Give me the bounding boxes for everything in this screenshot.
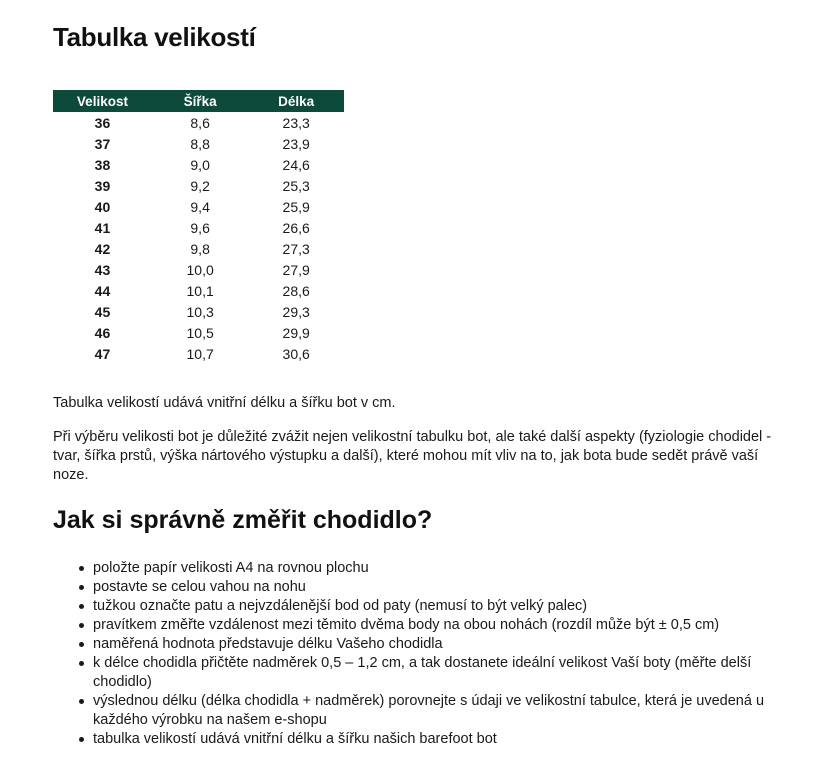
table-row (54, 343, 344, 364)
table-row (54, 112, 344, 134)
size-cell: 37 (94, 135, 111, 152)
length-cell: 30,6 (282, 345, 310, 362)
size-cell: 46 (94, 324, 111, 341)
table-row (54, 217, 344, 238)
header-width: Šířka (151, 91, 248, 112)
table-row (54, 196, 344, 217)
table-row (54, 238, 344, 259)
length-cell: 29,9 (282, 324, 310, 341)
width-cell: 9,2 (190, 177, 210, 194)
size-table-header (54, 91, 344, 112)
list-item: k délce chodidla přičtěte nadměrek 0,5 – 1,2 cm, a tak dostanete ideální velikost Vaší boty (měřte delší chodidlo) (93, 654, 793, 692)
table-row (54, 301, 344, 322)
intro-paragraph: Tabulka velikostí udává vnitřní délku a šířku bot v cm. (53, 395, 396, 411)
size-cell: 41 (94, 219, 111, 236)
list-item: položte papír velikosti A4 na rovnou plochu (93, 559, 793, 578)
length-cell: 27,9 (282, 261, 310, 278)
length-cell: 25,9 (282, 198, 310, 215)
size-cell: 39 (94, 177, 111, 194)
table-row (54, 259, 344, 280)
table-row (54, 280, 344, 301)
width-cell: 9,8 (190, 240, 210, 257)
list-item: tabulka velikostí udává vnitřní délku a šířku našich barefoot bot (93, 730, 793, 749)
width-cell: 10,3 (186, 303, 214, 320)
measure-heading: Jak si správně změřit chodidlo? (53, 506, 433, 534)
size-cell: 40 (94, 198, 111, 215)
header-size: Velikost (54, 91, 152, 112)
width-cell: 9,4 (190, 198, 210, 215)
list-item: tužkou označte patu a nejvzdálenější bod od paty (nemusí to být velký palec) (93, 597, 793, 616)
measure-steps-list (53, 559, 793, 749)
page-title: Tabulka velikostí (53, 22, 256, 52)
size-cell: 38 (94, 156, 111, 173)
width-cell: 10,1 (186, 282, 214, 299)
width-cell: 9,6 (190, 219, 210, 236)
length-cell: 29,3 (282, 303, 310, 320)
table-row (54, 154, 344, 175)
size-cell: 45 (94, 303, 111, 320)
size-cell: 42 (94, 240, 111, 257)
list-item: postavte se celou vahou na nohu (93, 578, 793, 597)
list-item: výslednou délku (délka chodidla + nadměrek) porovnejte s údaji ve velikostní tabulce, která je uvedená u každého výrobku na našem e-shopu (93, 692, 793, 730)
length-cell: 27,3 (282, 240, 310, 257)
table-row (54, 175, 344, 196)
advice-paragraph: Při výběru velikosti bot je důležité zvážit nejen velikostní tabulku bot, ale také další aspekty (fyziologie chodidel - tvar, šířka prstů, výška nártového výstupku a další), které mohou mít vliv na to, jak bota bude sedět právě vaší noze. (53, 429, 772, 483)
width-cell: 10,0 (186, 261, 214, 278)
list-item: pravítkem změřte vzdálenost mezi těmito dvěma body na obou nohách (rozdíl může být ± 0,5 cm) (93, 616, 793, 635)
width-cell: 9,0 (190, 156, 210, 173)
size-cell: 47 (94, 345, 111, 362)
size-table (53, 90, 344, 364)
length-cell: 24,6 (282, 156, 310, 173)
size-cell: 36 (94, 114, 111, 131)
length-cell: 25,3 (282, 177, 310, 194)
header-length: Délka (249, 91, 344, 112)
length-cell: 26,6 (282, 219, 310, 236)
table-row (54, 133, 344, 154)
width-cell: 8,6 (190, 114, 210, 131)
length-cell: 28,6 (282, 282, 310, 299)
size-cell: 43 (94, 261, 111, 278)
width-cell: 10,7 (186, 345, 214, 362)
length-cell: 23,3 (282, 114, 310, 131)
size-table-body (54, 112, 344, 365)
list-item: naměřená hodnota představuje délku Vašeho chodidla (93, 635, 793, 654)
length-cell: 23,9 (282, 135, 310, 152)
size-cell: 44 (94, 282, 111, 299)
width-cell: 8,8 (190, 135, 210, 152)
width-cell: 10,5 (186, 324, 214, 341)
table-row (54, 322, 344, 343)
